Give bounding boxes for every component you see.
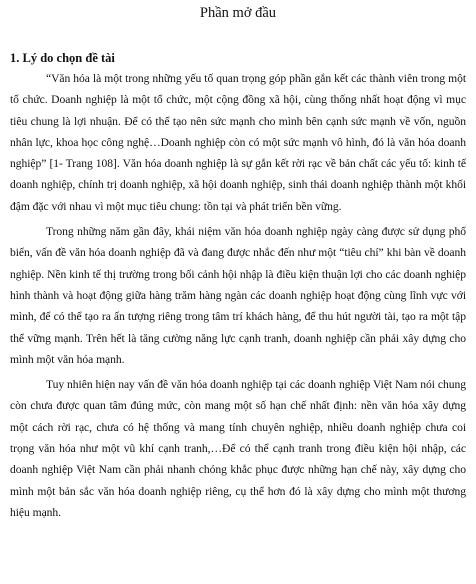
paragraph-1: “Văn hóa là một trong những yếu tố quan trọng góp phần gắn kết các thành viên trong một tổ chức. Doanh nghiệp là một tổ chức, một cộng đồng xã hội, cùng thống nhất hoạt động vì mục tiêu chung là lợi nhuận. Để có thể tạo nên sức mạnh cho mình bên cạnh sức mạnh về vốn, nguồn nhân lực, khoa học công nghệ…Doanh nghiệp còn có một sức mạnh vô hình, đó là văn hóa doanh nghiệp” [1- Trang 108]. Văn hóa doanh nghiệp là sự gắn kết rời rạc về bản chất các yếu tố: kinh tế doanh nghiệp, chính trị doanh nghiệp, xã hội doanh nghiệp, sinh thái doanh nghiệp thành một khối đậm đặc với nhau vì một mục tiêu chung: tồn tại và phát triển bền vững. [10,72,466,213]
document-page [10,0,466,584]
section-heading: 1. Lý do chọn đề tài [10,51,115,65]
page-title: Phần mở đầu [199,5,277,21]
paragraph-2: Trong những năm gần đây, khái niệm văn hóa doanh nghiệp ngày càng được sử dụng phổ biến, vấn đề văn hóa doanh nghiệp đã và đang được nhắc đến như một “tiêu chí” khi bàn về doanh nghiệp. Nền kinh tế thị trường trong bối cảnh hội nhập là điều kiện thuận lợi cho các doanh nghiệp hình thành và hoạt động giữa hàng trăm hàng ngàn các doanh nghiệp hoạt động cùng lĩnh vực với mình, để có thể tạo ra ấn tượng riêng trong tâm trí khách hàng, để thu hút người tài, tạo ra một tập thể vững mạnh. Trên hết là tăng cường năng lực cạnh tranh, doanh nghiệp cần phải xây dựng cho mình một văn hóa mạnh. [10,225,466,366]
paragraph-3: Tuy nhiên hiện nay vấn đề văn hóa doanh nghiệp tại các doanh nghiệp Việt Nam nói chung còn chưa được quan tâm đúng mức, còn mang một số hạn chế nhất định: nền văn hóa xây dựng một cách rời rạc, chưa có hệ thống và mang tính chuyên nghiệp, nhiều doanh nghiệp chưa coi trọng văn hóa như một vũ khí cạnh tranh,…Để có thể cạnh tranh trong điều kiện hội nhập, các doanh nghiệp Việt Nam cần phải nhanh chóng khắc phục được những hạn chế này, xây dựng cho mình một bản sắc văn hóa doanh nghiệp riêng, cụ thể hơn đó là xây dựng cho mình một thương hiệu mạnh. [10,378,466,519]
document-body [10,68,466,527]
